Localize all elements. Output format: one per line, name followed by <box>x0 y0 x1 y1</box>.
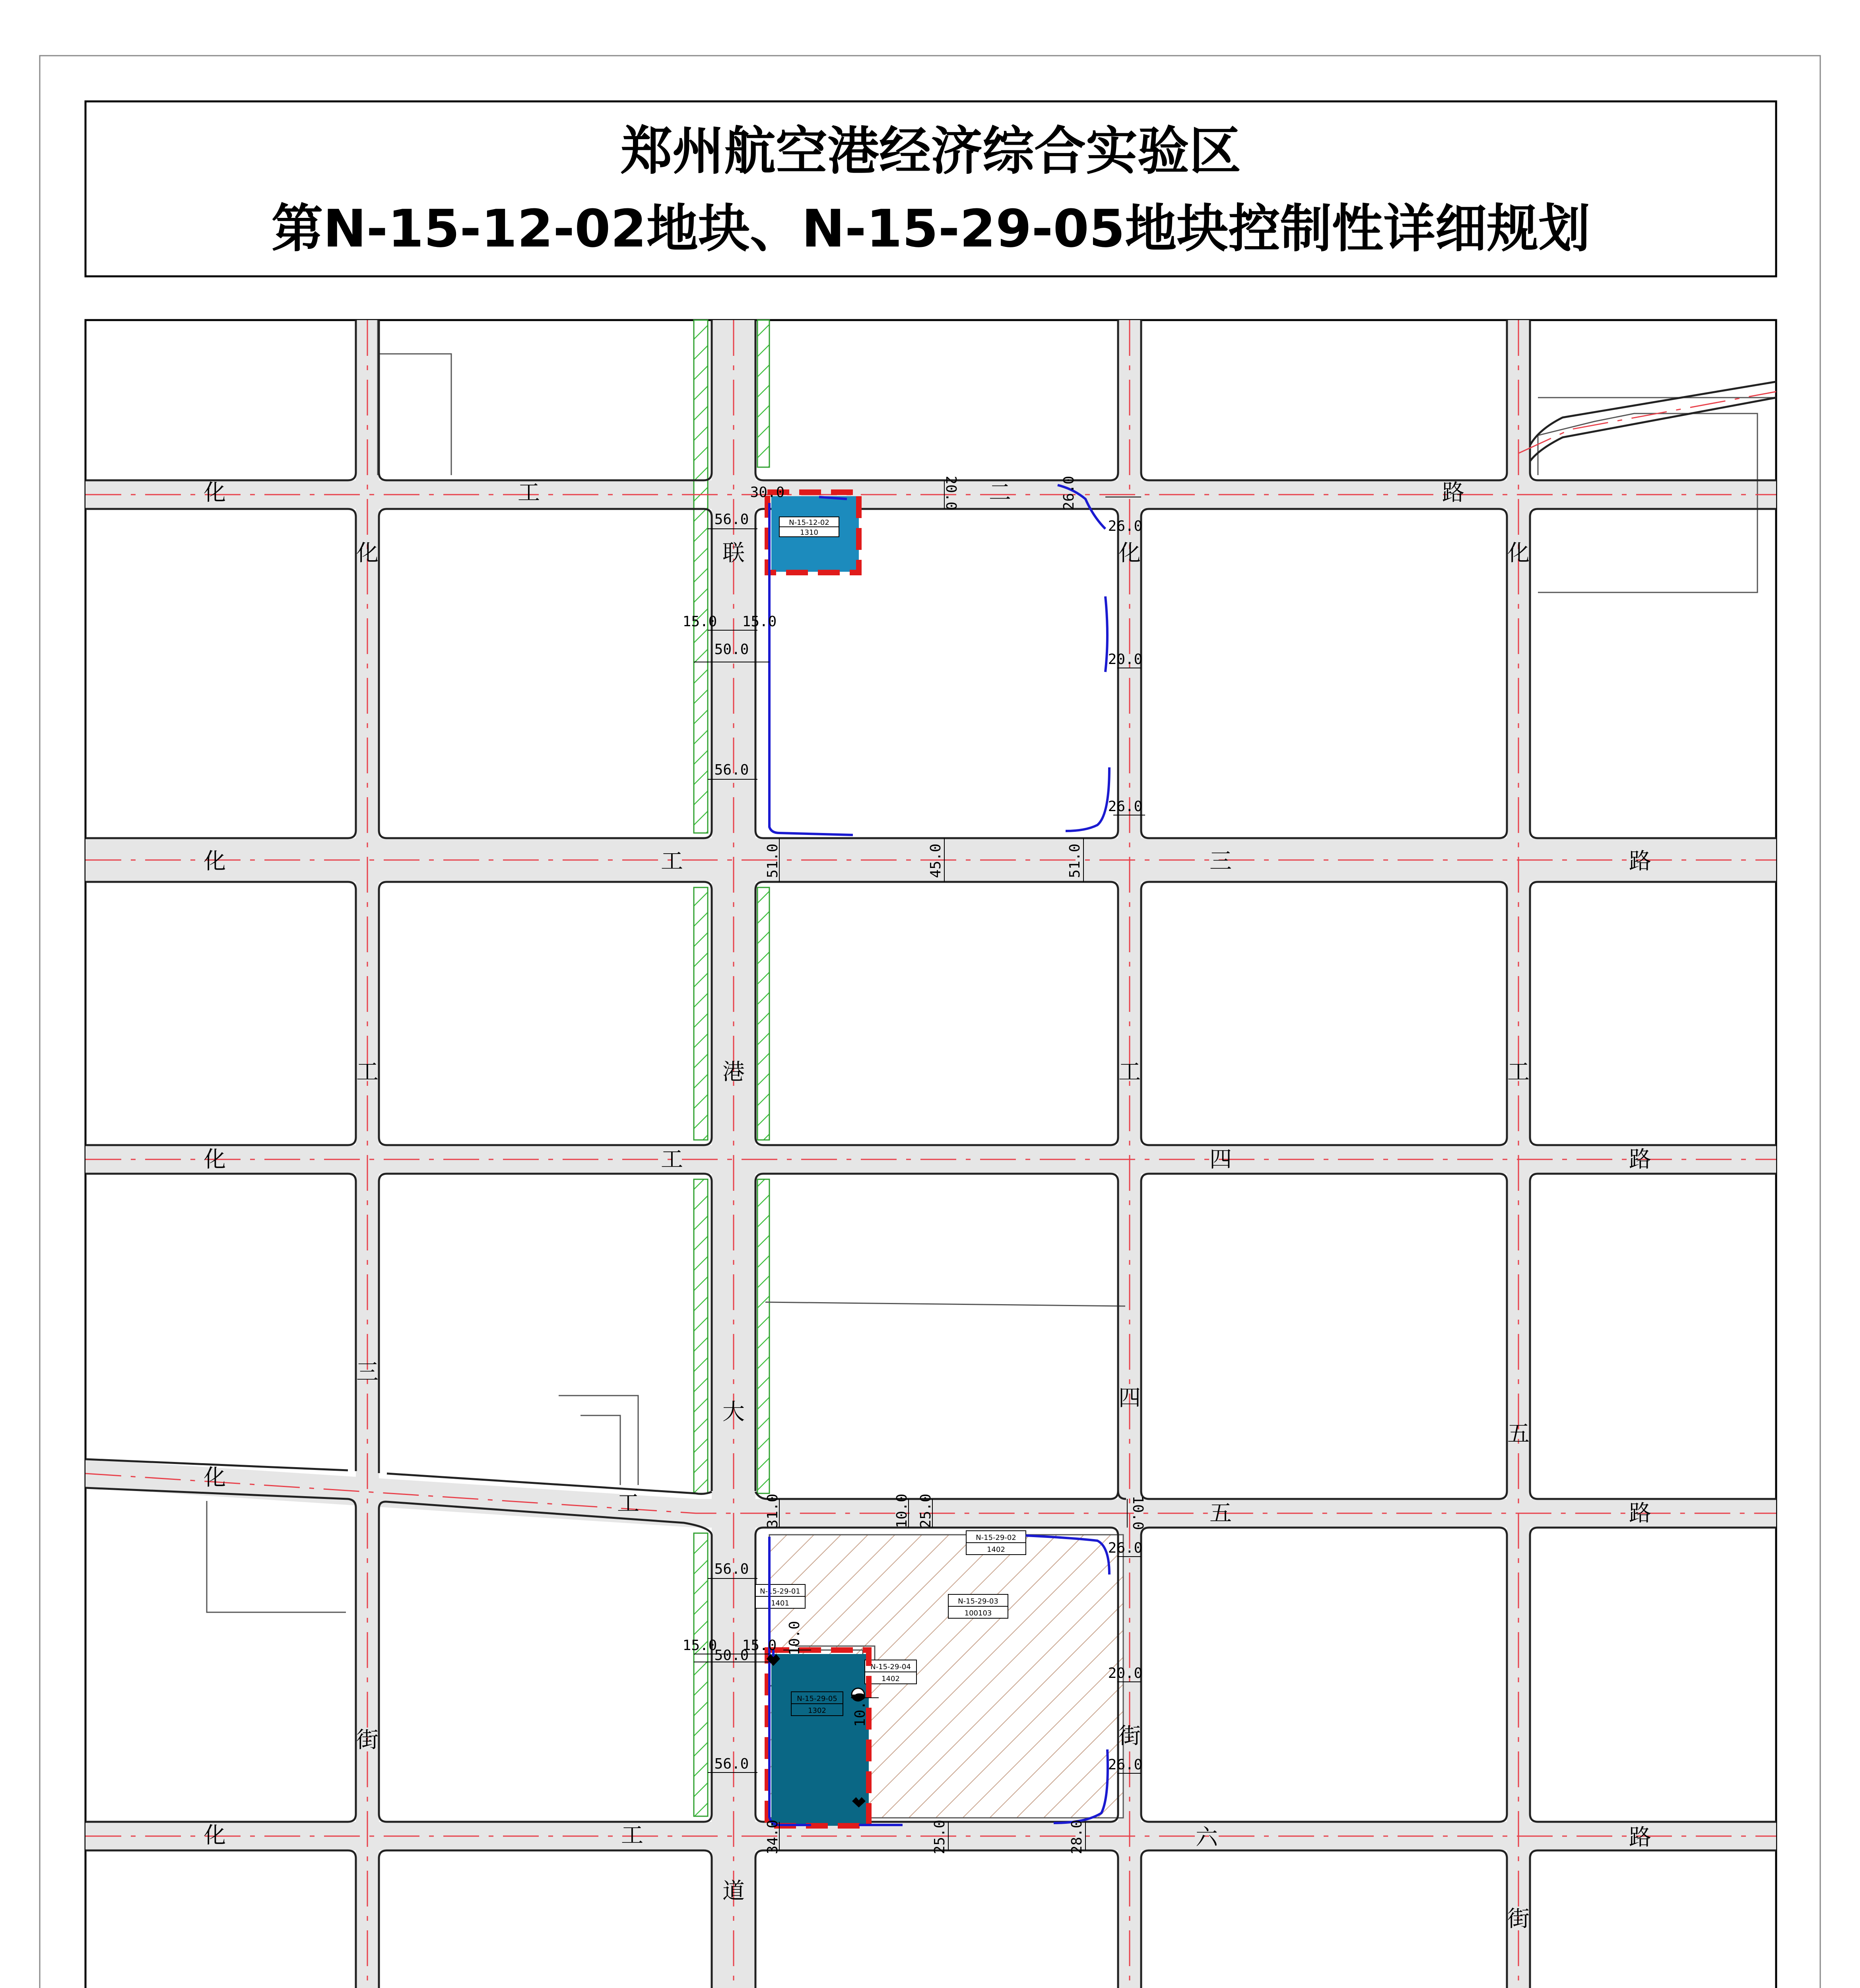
svg-text:N-15-29-02: N-15-29-02 <box>976 1534 1016 1542</box>
road-name-char: 五 <box>1210 1501 1232 1526</box>
protective-green-belt-1 <box>757 320 769 467</box>
parcel-code-N-15-29-04 <box>865 1660 916 1684</box>
dim-label: 56.0 <box>714 762 749 778</box>
title-line-2: 第N-15-12-02地块、N-15-29-05地块控制性详细规划 <box>271 198 1590 259</box>
road-name-char: 工 <box>661 848 683 874</box>
dim-label: 26.0 <box>1108 518 1143 534</box>
road-name-char: 四 <box>1118 1385 1141 1411</box>
road-name-char: 三 <box>1210 848 1232 874</box>
dim-label: 10.0 <box>852 1692 868 1727</box>
dim-label: 51.0 <box>1067 843 1083 878</box>
road-name-char: 路 <box>1629 1147 1651 1173</box>
dim-label: 20.0 <box>1108 1665 1143 1681</box>
dim-label: 56.0 <box>714 1561 749 1577</box>
road-name-char: 三 <box>356 1359 379 1385</box>
road-name-char: 工 <box>1118 1059 1141 1085</box>
road-name-char: 联 <box>722 540 745 566</box>
parcel-code-N-15-29-05 <box>791 1692 843 1716</box>
dim-label: 15.0 <box>742 613 777 630</box>
road-name-char: 化 <box>204 1465 226 1491</box>
protective-green-belt-3 <box>757 1179 769 1493</box>
road-name-char: 街 <box>1507 1906 1530 1932</box>
map-area <box>85 320 1776 1988</box>
dim-label: 28.0 <box>1069 1819 1085 1854</box>
park-green-belt-3 <box>694 1179 708 1493</box>
road-name-char: 大 <box>722 1399 745 1425</box>
road-name-char: 化 <box>204 1823 226 1848</box>
svg-text:N-15-12-02: N-15-12-02 <box>789 518 829 527</box>
svg-text:1302: 1302 <box>808 1706 826 1715</box>
dim-label: 34.0 <box>765 1819 781 1854</box>
road-name-char: 工 <box>617 1491 639 1516</box>
dim-label: 30.0 <box>750 484 785 501</box>
road-name-char: 五 <box>1507 1421 1530 1447</box>
road-name-char: 二 <box>989 480 1011 506</box>
dim-label: 20.0 <box>1108 651 1143 668</box>
park-green-belt-1 <box>694 320 708 833</box>
svg-text:N-15-29-03: N-15-29-03 <box>958 1597 998 1606</box>
road-name-char: 六 <box>1196 1825 1218 1850</box>
road-name-char: 化 <box>204 480 226 506</box>
parcel-code-N-15-29-02 <box>966 1531 1026 1555</box>
svg-text:100103: 100103 <box>964 1609 992 1617</box>
road-name-char: 工 <box>661 1147 683 1173</box>
dim-label: 26.0 <box>1108 1757 1143 1773</box>
parcel-code-N-15-29-03 <box>948 1594 1008 1618</box>
dim-label: 20.0 <box>943 476 959 511</box>
road-name-char: 街 <box>1118 1723 1141 1749</box>
road-name-char: 化 <box>356 540 379 566</box>
road-name-char: 化 <box>1507 540 1530 566</box>
svg-text:1310: 1310 <box>800 528 818 537</box>
dim-label: 15.0 <box>742 1637 777 1654</box>
svg-text:N-15-29-04: N-15-29-04 <box>870 1663 911 1671</box>
protective-green-belt-2 <box>757 887 769 1140</box>
dim-label: 26.0 <box>1108 798 1143 815</box>
road-name-char: 工 <box>621 1823 643 1848</box>
svg-text:1401: 1401 <box>771 1599 789 1607</box>
dim-label: 10.0 <box>894 1493 910 1528</box>
road-name-char: 化 <box>1118 540 1141 566</box>
road-name-char: 工 <box>518 480 540 506</box>
park-green-belt-2 <box>694 887 708 1140</box>
dim-label: 31.0 <box>765 1493 781 1528</box>
dim-label: 15.0 <box>682 1637 717 1654</box>
park-green-belt-4 <box>694 1533 708 1816</box>
dim-label: 25.0 <box>918 1493 934 1528</box>
dim-label: 10.0 <box>1130 1495 1146 1530</box>
dim-label: 50.0 <box>714 641 749 658</box>
title-line-1: 郑州航空港经济综合实验区 <box>620 121 1241 181</box>
dim-label: 56.0 <box>714 1756 749 1772</box>
road-name-char: 化 <box>204 1147 226 1173</box>
svg-text:1402: 1402 <box>881 1675 900 1683</box>
road-name-char: 港 <box>722 1059 745 1085</box>
road-name-char: 路 <box>1629 1501 1651 1526</box>
road-name-char: 路 <box>1629 1825 1651 1850</box>
svg-text:N-15-29-05: N-15-29-05 <box>797 1695 837 1703</box>
parcel-code-N-15-12-02 <box>779 517 839 537</box>
road-name-char: 道 <box>722 1878 745 1904</box>
dim-label: 10.0 <box>786 1621 803 1656</box>
svg-text:N-15-29-01: N-15-29-01 <box>760 1587 800 1596</box>
dim-label: 26.0 <box>1061 476 1077 511</box>
dim-label: 45.0 <box>928 843 944 878</box>
road-name-char: 工 <box>356 1059 379 1085</box>
road-name-char: 街 <box>356 1727 379 1753</box>
road-name-char: 化 <box>204 848 226 874</box>
dim-label: 25.0 <box>932 1819 948 1854</box>
svg-text:1402: 1402 <box>987 1545 1005 1554</box>
dim-label: 50.0 <box>714 1647 749 1664</box>
dim-label: 26.0 <box>1108 1540 1143 1556</box>
parcel-code-N-15-29-01 <box>755 1584 805 1608</box>
dim-label: 15.0 <box>682 613 717 630</box>
road-name-char: 四 <box>1210 1147 1232 1173</box>
road-name-char: 路 <box>1442 480 1464 506</box>
road-name-char: 路 <box>1629 848 1651 874</box>
dim-label: 51.0 <box>765 843 781 878</box>
dim-label: 56.0 <box>714 511 749 528</box>
road-name-char: 工 <box>1507 1059 1530 1085</box>
